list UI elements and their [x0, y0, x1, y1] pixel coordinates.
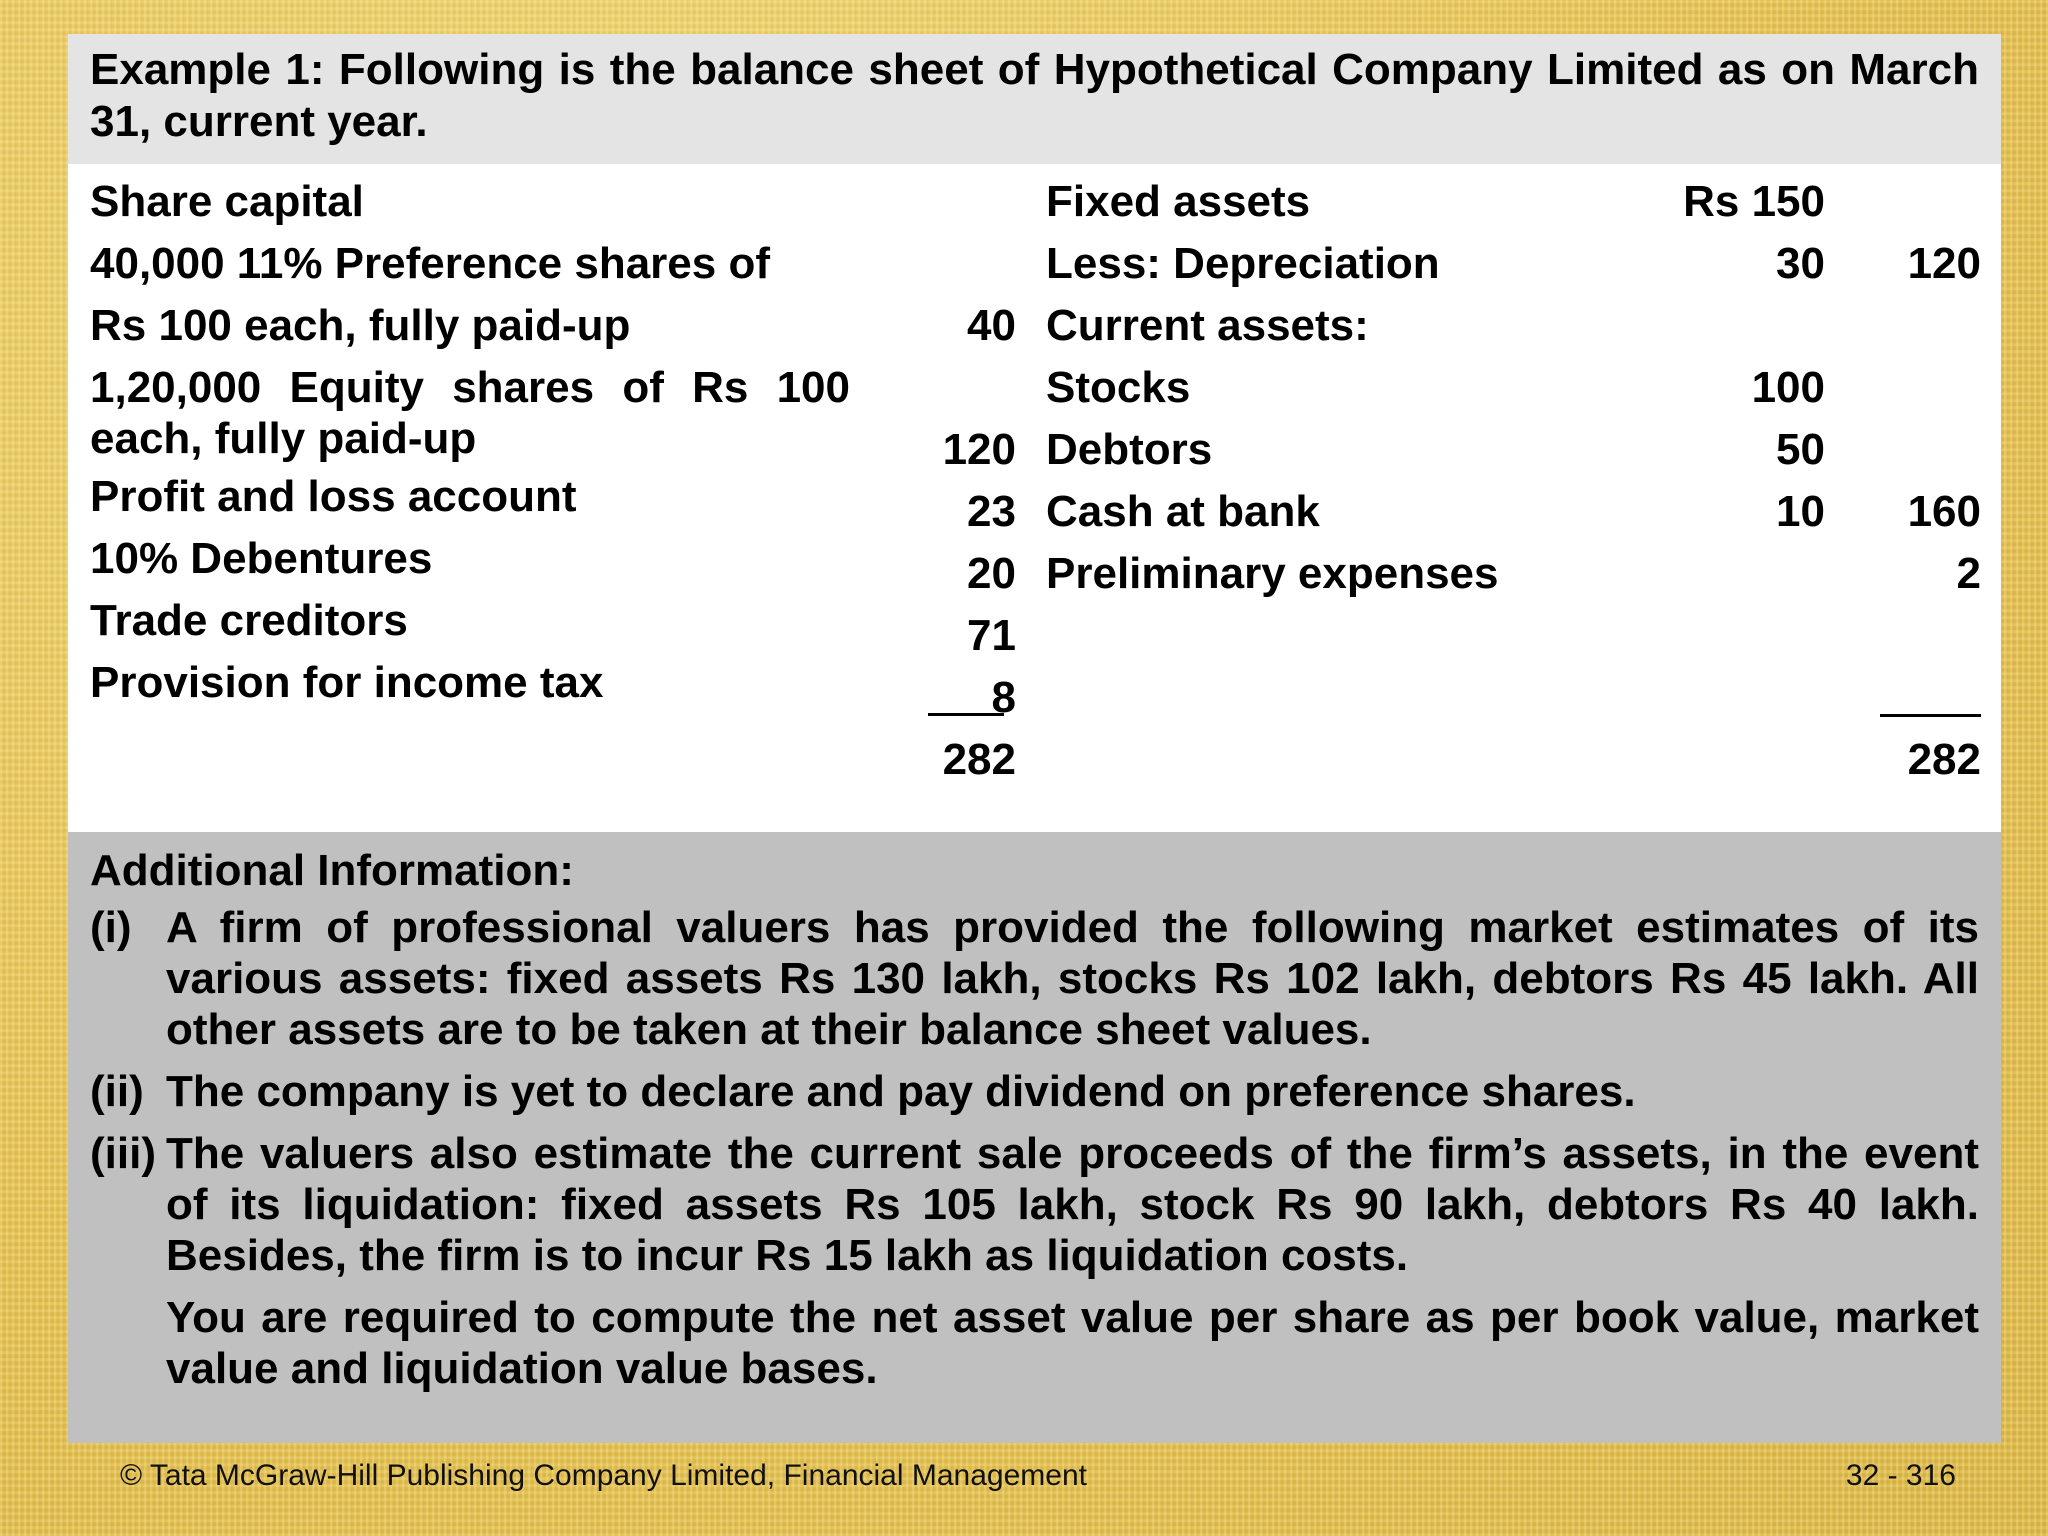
page-number: 32 - 316 — [1845, 1459, 1956, 1492]
assets-total-rule — [1880, 714, 1981, 717]
liability-value: 23 — [967, 487, 1016, 536]
liability-label: 40,000 11% Preference shares of — [90, 239, 771, 288]
asset-total: 160 — [1907, 487, 1981, 536]
asset-amount: 10 — [1776, 487, 1825, 536]
asset-label: Debtors — [1046, 425, 1213, 474]
asset-total: 2 — [1956, 549, 1981, 598]
info-item — [90, 1128, 1979, 1281]
info-item — [90, 902, 1979, 1055]
asset-label: Current assets: — [1046, 301, 1369, 350]
liability-label: Share capital — [90, 177, 364, 226]
liabilities-total-rule — [928, 713, 1004, 716]
info-item-text: The valuers also estimate the current sale proceeds of the firm’s assets, in the event of its liquidation: fixed assets Rs 105 lakh, stock Rs 90 lakh, debtors Rs 40 lakh. Besides, the firm is to incur Rs 15 lakh as liquidation costs. — [166, 1129, 1979, 1280]
info-item-text: A firm of professional valuers has provided the following market estimates of its various assets: fixed assets Rs 130 lakh, stocks Rs 102 lakh, debtors Rs 45 lakh. All other assets are to be taken at their balance sheet values. — [166, 903, 1979, 1054]
asset-label: Stocks — [1046, 363, 1191, 412]
liability-label: 1,20,000 Equity shares of Rs 100 each, fully paid-up — [90, 363, 850, 463]
info-item-number: (i) — [90, 903, 132, 952]
asset-label: Less: Depreciation — [1046, 239, 1440, 288]
asset-amount: Rs 150 — [1683, 177, 1825, 226]
requirement-text: You are required to compute the net asset value per share as per book value, market value and liquidation value bases. — [166, 1293, 1979, 1393]
liability-value: 120 — [942, 425, 1016, 474]
asset-amount: 50 — [1776, 425, 1825, 474]
liabilities-total: 282 — [942, 735, 1016, 784]
additional-info-panel — [68, 832, 2001, 1443]
assets-total: 282 — [1907, 735, 1981, 784]
liability-label: Trade creditors — [90, 596, 408, 645]
asset-label: Preliminary expenses — [1046, 549, 1499, 598]
asset-amount: 100 — [1751, 363, 1825, 412]
liability-label: 10% Debentures — [90, 534, 433, 583]
info-item-text: The company is yet to declare and pay dividend on preference shares. — [166, 1067, 1636, 1116]
asset-label: Fixed assets — [1046, 177, 1311, 226]
liability-value: 20 — [967, 549, 1016, 598]
balance-sheet — [68, 164, 2001, 832]
example-title: Example 1: Following is the balance sheet of Hypothetical Company Limited as on March 31, current year. — [90, 45, 1979, 146]
info-item-number: (ii) — [90, 1067, 144, 1116]
info-item-number: (iii) — [90, 1129, 156, 1178]
asset-label: Cash at bank — [1046, 487, 1320, 536]
liability-label: Provision for income tax — [90, 658, 604, 707]
info-item — [90, 1066, 1979, 1117]
liability-label: Rs 100 each, fully paid-up — [90, 301, 631, 350]
asset-total: 120 — [1907, 239, 1981, 288]
copyright-footer: © Tata McGraw-Hill Publishing Company Limited, Financial Management — [120, 1459, 1087, 1492]
asset-amount: 30 — [1776, 239, 1825, 288]
liability-value: 8 — [991, 673, 1016, 722]
liability-value: 71 — [967, 611, 1016, 660]
additional-info-heading: Additional Information: — [90, 846, 574, 895]
example-title-panel — [68, 34, 2001, 164]
liability-value: 40 — [967, 301, 1016, 350]
liability-label: Profit and loss account — [90, 472, 577, 521]
